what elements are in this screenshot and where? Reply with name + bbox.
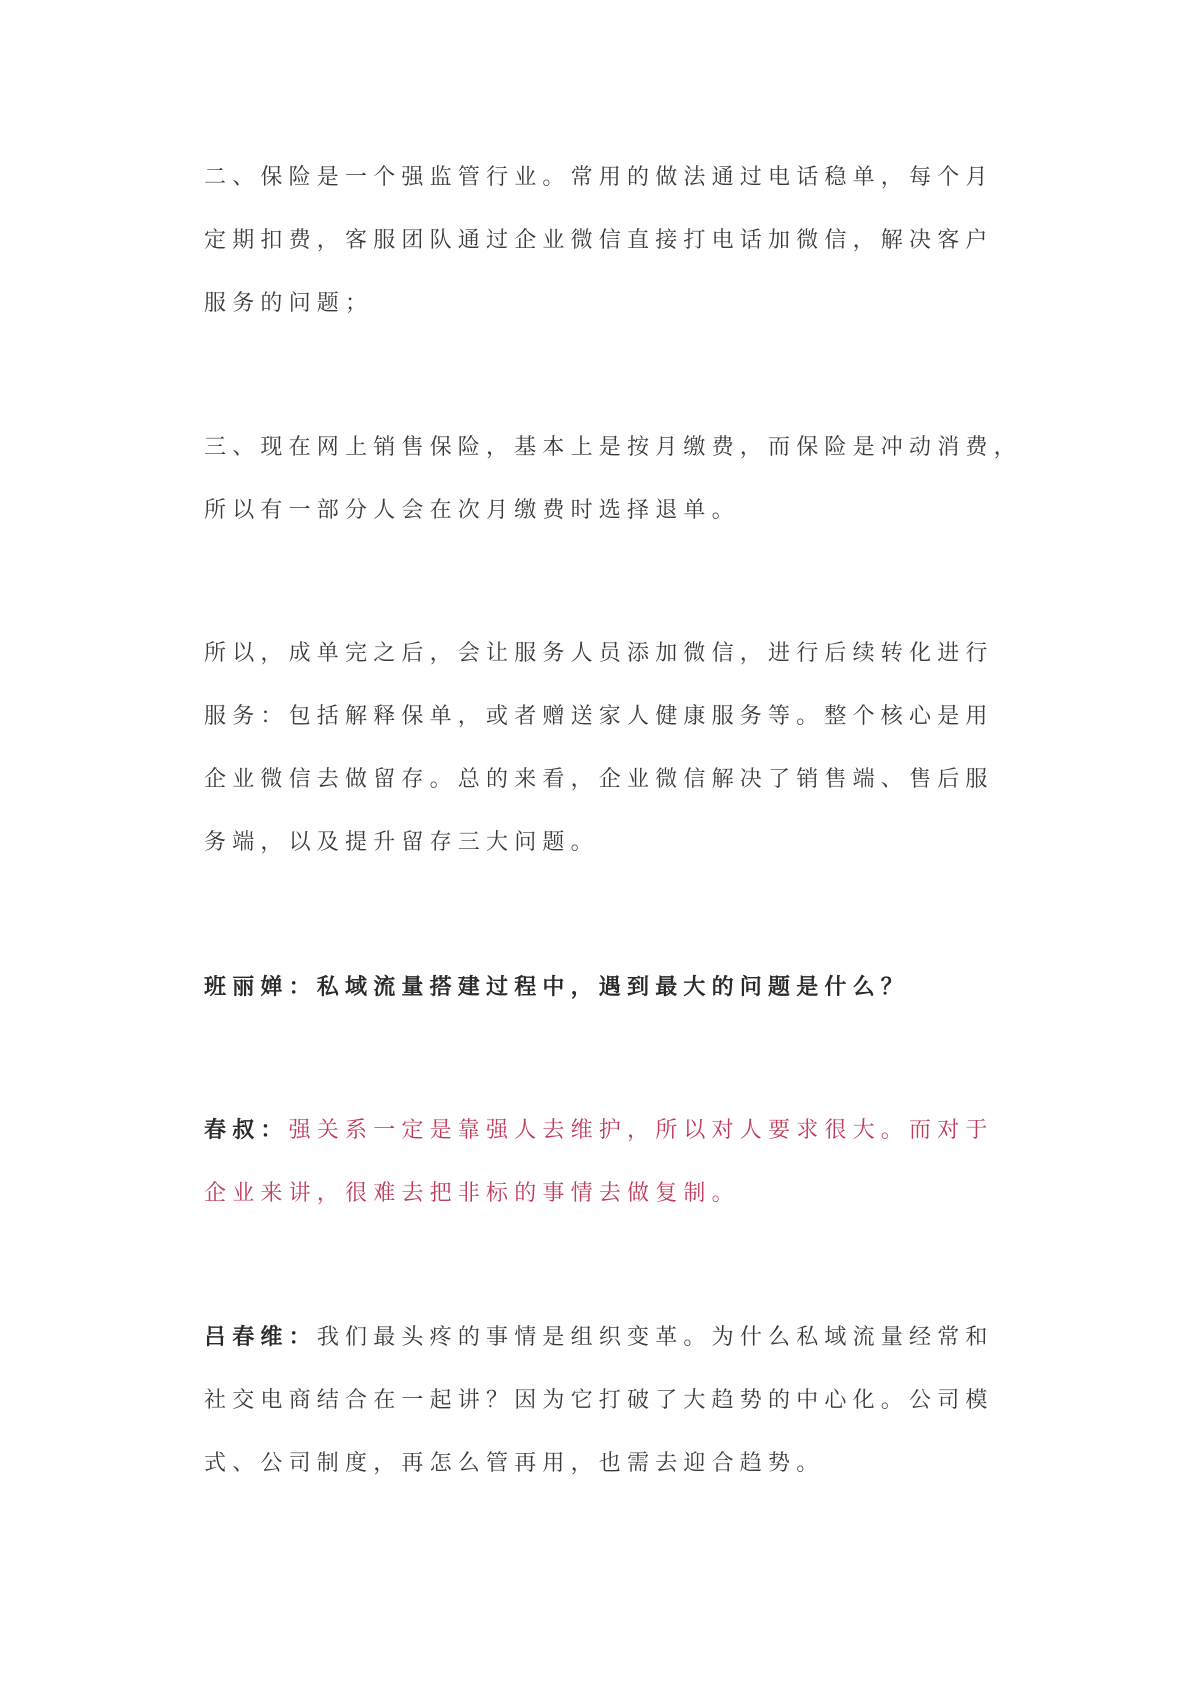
- answer-lvchunwei: [204, 1306, 1004, 1495]
- paragraph-insurance-regulation: [204, 146, 1004, 335]
- text-line: 所以，成单完之后，会让服务人员添加微信，进行后续转化进行: [204, 641, 994, 666]
- answer-text: 式、公司制度，再怎么管再用，也需去迎合趋势。: [204, 1451, 825, 1476]
- text-line: 服务：包括解释保单，或者赠送家人健康服务等。整个核心是用: [204, 704, 994, 729]
- text-line: 定期扣费，客服团队通过企业微信直接打电话加微信，解决客户: [204, 228, 994, 253]
- answer-chunshu: [204, 1099, 1004, 1225]
- question-heading-block: [204, 956, 1004, 1019]
- highlighted-answer-text: 强关系一定是靠强人去维护，所以对人要求很大。而对于: [288, 1118, 994, 1143]
- speaker-name: 吕春维：: [204, 1325, 317, 1350]
- highlighted-answer-text: 企业来讲，很难去把非标的事情去做复制。: [204, 1181, 740, 1206]
- interview-question: 班丽婵：私域流量搭建过程中，遇到最大的问题是什么？: [204, 975, 910, 1000]
- text-line: 企业微信去做留存。总的来看，企业微信解决了销售端、售后服: [204, 767, 994, 792]
- answer-text: 社交电商结合在一起讲？因为它打破了大趋势的中心化。公司模: [204, 1388, 994, 1413]
- paragraph-online-sales: [204, 416, 1022, 542]
- text-line: 服务的问题；: [204, 291, 374, 316]
- text-line: 所以有一部分人会在次月缴费时选择退单。: [204, 498, 740, 523]
- speaker-name: 春叔：: [204, 1118, 289, 1143]
- text-line: 务端，以及提升留存三大问题。: [204, 830, 599, 855]
- paragraph-retention-summary: [204, 622, 1004, 874]
- answer-first-line: [204, 1306, 1004, 1369]
- text-line: 二、保险是一个强监管行业。常用的做法通过电话稳单，每个月: [204, 165, 994, 190]
- answer-first-line: [204, 1099, 1004, 1162]
- text-line: 三、现在网上销售保险，基本上是按月缴费，而保险是冲动消费，: [204, 435, 1022, 460]
- answer-text: 我们最头疼的事情是组织变革。为什么私域流量经常和: [316, 1325, 994, 1350]
